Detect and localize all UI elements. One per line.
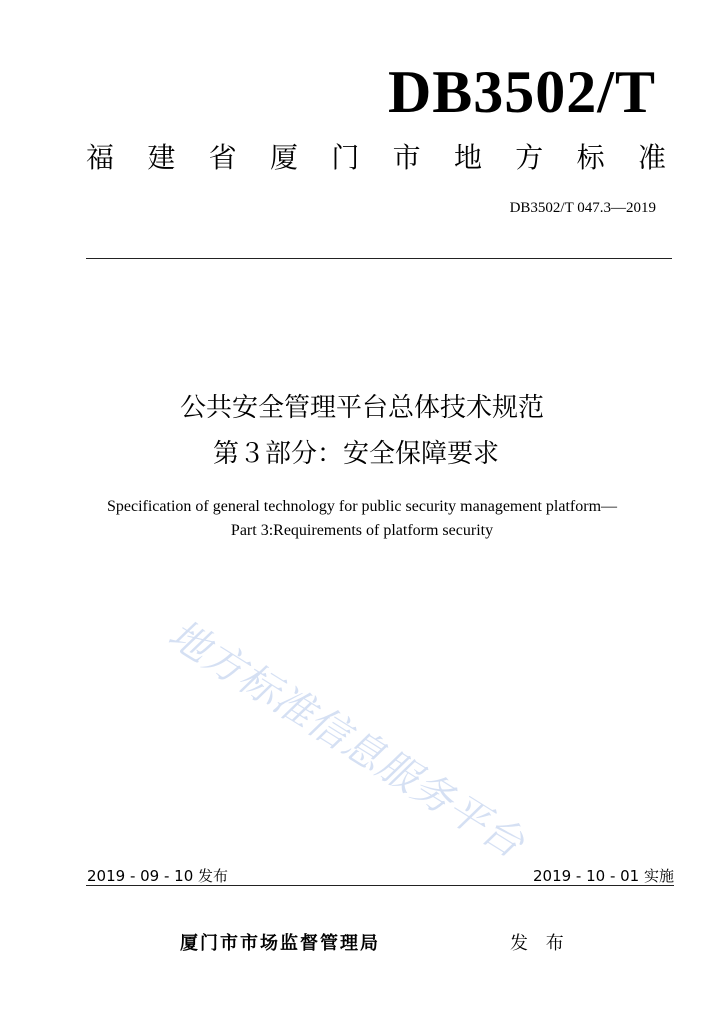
title-english-line2: Part 3:Requirements of platform security — [230, 522, 494, 539]
standard-type-char: 标 — [576, 141, 605, 174]
standard-type — [86, 138, 666, 178]
standard-type-char: 准 — [637, 141, 666, 174]
top-divider — [86, 258, 672, 259]
title-english-line1: Specification of general technology for public security management platform— — [106, 498, 618, 515]
title-chinese-line2: 第３部分：安全保障要求 — [212, 439, 499, 469]
standard-type-char: 地 — [453, 141, 482, 174]
bottom-divider — [86, 885, 674, 886]
standard-number: DB3502/T 047.3—2019 — [509, 200, 656, 216]
standard-type-char: 福 — [86, 141, 115, 174]
standard-type-char: 市 — [392, 141, 421, 174]
implementation-date: 2019 - 10 - 01 实施 — [532, 867, 674, 885]
issue-date: 2019 - 09 - 10 发布 — [87, 867, 229, 885]
title-chinese-line1: 公共安全管理平台总体技术规范 — [179, 393, 544, 423]
standard-type-char: 门 — [331, 141, 360, 174]
standard-code: DB3502/T — [387, 59, 656, 125]
standard-type-char: 方 — [515, 141, 544, 174]
watermark: 地方标准信息服务平台 — [160, 611, 533, 868]
issuing-authority: 厦门市市场监督管理局 — [180, 933, 380, 954]
standard-type-char: 建 — [147, 141, 176, 174]
standard-type-char: 省 — [208, 141, 237, 174]
standard-type-char: 厦 — [269, 141, 298, 174]
issue-label: 发 布 — [510, 933, 570, 954]
